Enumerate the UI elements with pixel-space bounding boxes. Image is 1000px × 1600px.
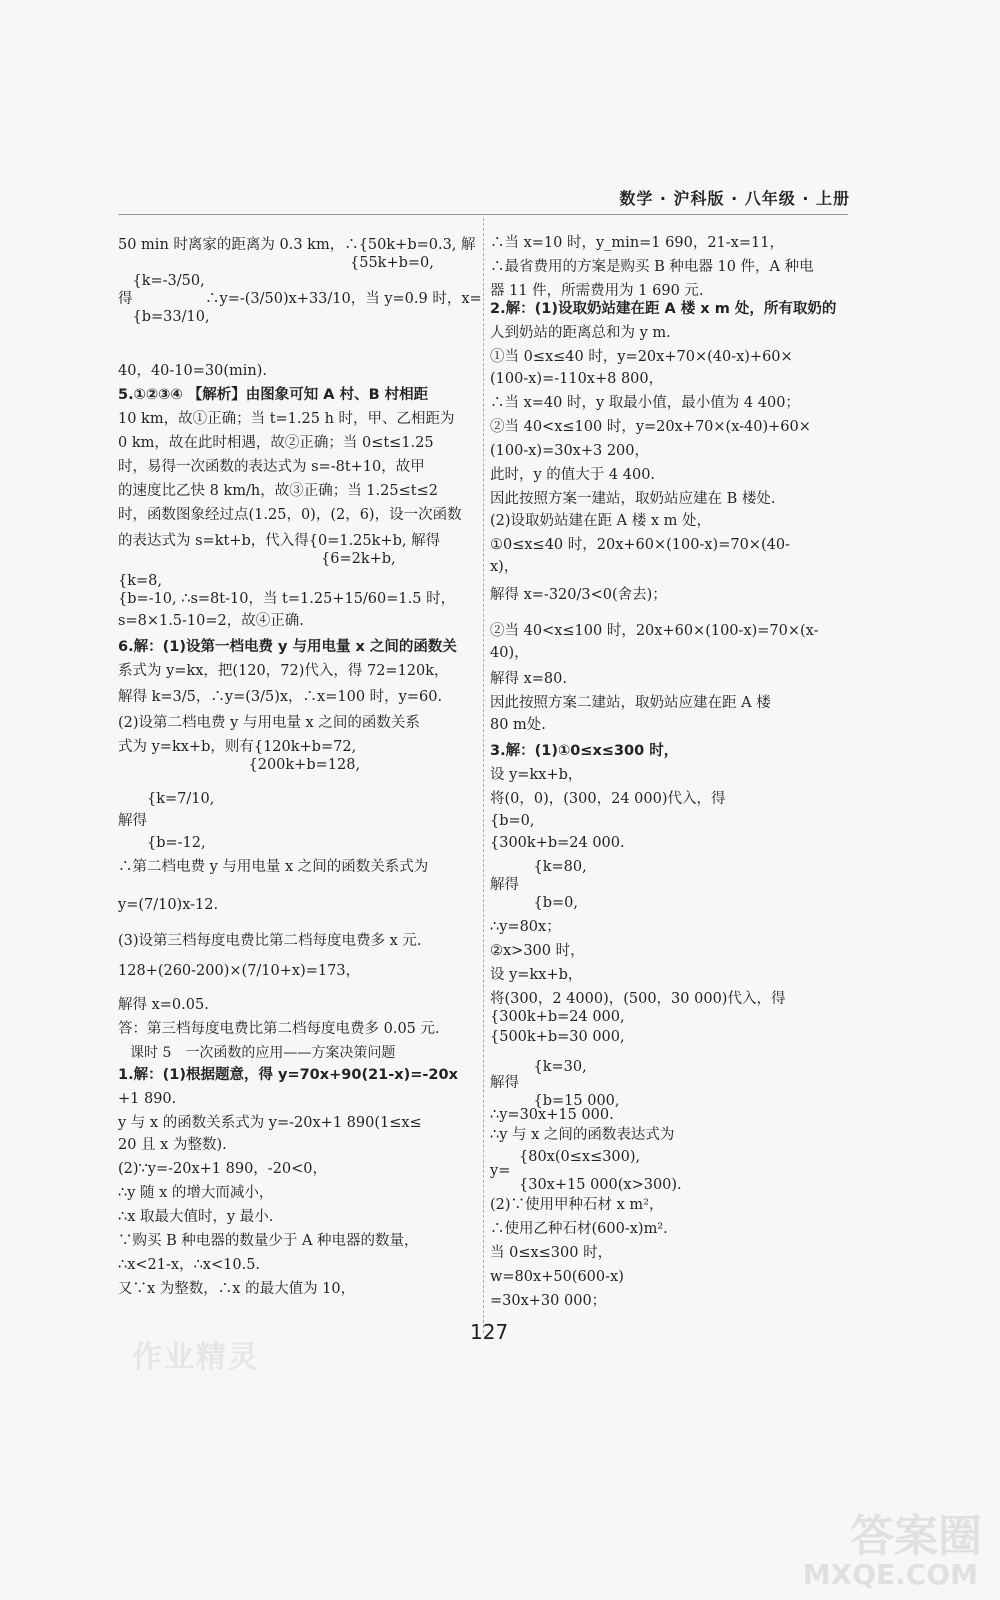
left-line: ∴第二档电费 y 与用电量 x 之间的函数关系式为 — [118, 859, 429, 875]
left-line: 课时 5 一次函数的应用——方案决策问题 — [130, 1045, 396, 1061]
right-line: 解得 x=80. — [490, 671, 567, 687]
right-line: x)， — [490, 559, 519, 575]
left-line: 40，40-10=30(min). — [118, 363, 268, 379]
left-line: 时，函数图象经过点(1.25，0)，(2，6)，设一次函数 — [118, 507, 462, 523]
right-line: (2)∵使用甲种石材 x m²， — [490, 1197, 664, 1213]
right-line: (100-x)=30x+3 200， — [490, 443, 650, 459]
right-line: {500k+b=30 000, — [490, 1029, 625, 1045]
right-line: 器 11 件，所需费用为 1 690 元. — [490, 283, 704, 299]
left-line: 128+(260-200)×(7/10+x)=173， — [118, 963, 361, 979]
right-line: 解得 x=-320/3<0(舍去)； — [490, 587, 667, 603]
right-line: 将(300，2 4000)，(500，30 000)代入，得 — [490, 991, 786, 1007]
right-line: ①0≤x≤40 时，20x+60×(100-x)=70×(40- — [490, 537, 790, 553]
right-line: {30x+15 000(x>300). — [490, 1177, 682, 1193]
left-line: (2)设第二档电费 y 与用电量 x 之间的函数关系 — [118, 715, 420, 731]
right-line: ∴最省费用的方案是购买 B 种电器 10 件，A 种电 — [490, 259, 814, 275]
right-line: =30x+30 000； — [490, 1293, 607, 1309]
left-line: 50 min 时离家的距离为 0.3 km，∴{50k+b=0.3, 解 — [118, 237, 476, 253]
left-line: 6.解：(1)设第一档电费 y 与用电量 x 之间的函数关 — [118, 639, 457, 655]
right-line: ∴当 x=10 时，y_min=1 690，21-x=11， — [490, 235, 784, 251]
right-line: 80 m处. — [490, 717, 546, 733]
right-line: ②x>300 时， — [490, 943, 585, 959]
watermark-url: MXQE.COM — [802, 1558, 978, 1591]
right-line: 因此按照方案二建站，取奶站应建在距 A 楼 — [490, 695, 771, 711]
left-line: 5.①②③④ 【解析】由图象可知 A 村、B 村相距 — [118, 387, 429, 403]
left-line: 的速度比乙快 8 km/h，故③正确；当 1.25≤t≤2 — [118, 483, 438, 499]
right-line: ①当 0≤x≤40 时，y=20x+70×(40-x)+60× — [490, 349, 793, 365]
right-line: {b=0, — [490, 813, 535, 829]
right-line: 设 y=kx+b， — [490, 967, 583, 983]
right-line: (2)设取奶站建在距 A 楼 x m 处， — [490, 513, 711, 529]
right-line: ∴y 与 x 之间的函数表达式为 — [490, 1127, 675, 1143]
right-line: ∴y=80x； — [490, 919, 561, 935]
right-line: y= — [490, 1163, 511, 1179]
left-line: 的表达式为 s=kt+b，代入得{0=1.25k+b, 解得 — [118, 533, 441, 549]
right-line: ②当 40<x≤100 时，y=20x+70×(x-40)+60× — [490, 419, 811, 435]
left-line: (2)∵y=-20x+1 890，-20<0， — [118, 1161, 328, 1177]
left-line: ∵购买 B 种电器的数量少于 A 种电器的数量， — [118, 1233, 419, 1249]
left-line: 式为 y=kx+b，则有{120k+b=72, — [118, 739, 357, 755]
right-line: {k=30, — [490, 1059, 587, 1075]
left-line: ∴y 随 x 的增大而减小， — [118, 1185, 274, 1201]
left-line: 10 km，故①正确；当 t=1.25 h 时，甲、乙相距为 — [118, 411, 455, 427]
left-line: {6=2k+b, — [118, 551, 396, 567]
left-line: +1 890. — [118, 1091, 177, 1107]
left-line: 20 且 x 为整数). — [118, 1137, 227, 1153]
left-line: 时，易得一次函数的表达式为 s=-8t+10，故甲 — [118, 459, 425, 475]
left-line: 1.解：(1)根据题意，得 y=70x+90(21-x)=-20x — [118, 1067, 458, 1083]
watermark-right: 答案圈 — [850, 1511, 982, 1562]
watermark-left: 作业精灵 — [132, 1340, 260, 1375]
left-line: 解得 — [118, 813, 147, 829]
right-line: {b=0, — [490, 895, 578, 911]
left-line: {b=-10, ∴s=8t-10，当 t=1.25+15/60=1.5 时， — [118, 591, 456, 607]
left-line: 得 ∴y=-(3/50)x+33/10，当 y=0.9 时，x= — [118, 291, 482, 307]
left-line: 解得 k=3/5，∴y=(3/5)x，∴x=100 时，y=60. — [118, 689, 443, 705]
page-header: 数学 · 沪科版 · 八年级 · 上册 — [619, 189, 850, 208]
right-line: {k=80, — [490, 859, 587, 875]
right-line: {80x(0≤x≤300), — [490, 1149, 641, 1165]
right-line: {300k+b=24 000. — [490, 835, 625, 851]
left-line: ∴x<21-x，∴x<10.5. — [118, 1257, 261, 1273]
left-line: 系式为 y=kx，把(120，72)代入，得 72=120k， — [118, 663, 449, 679]
left-line: {55k+b=0, — [118, 255, 434, 271]
right-line: ②当 40<x≤100 时，20x+60×(100-x)=70×(x- — [490, 623, 819, 639]
left-line: 答：第三档每度电费比第二档每度电费多 0.05 元. — [118, 1021, 440, 1037]
left-line: y=(7/10)x-12. — [118, 897, 219, 913]
right-line: (100-x)=-110x+8 800， — [490, 371, 664, 387]
left-line: ∴x 取最大值时，y 最小. — [118, 1209, 274, 1225]
right-line: {300k+b=24 000, — [490, 1009, 625, 1025]
right-line: {b=15 000, — [490, 1093, 620, 1109]
left-line: {b=-12, — [118, 835, 206, 851]
left-line: y 与 x 的函数关系式为 y=-20x+1 890(1≤x≤ — [118, 1115, 422, 1131]
right-line: w=80x+50(600-x) — [490, 1269, 624, 1285]
right-line: 因此按照方案一建站，取奶站应建在 B 楼处. — [490, 491, 776, 507]
left-line: {k=-3/50, — [118, 273, 205, 289]
left-line: s=8×1.5-10=2，故④正确. — [118, 613, 304, 629]
left-line: {200k+b=128, — [118, 757, 361, 773]
right-line: 人到奶站的距离总和为 y m. — [490, 325, 671, 341]
right-line: 3.解：(1)①0≤x≤300 时， — [490, 743, 679, 759]
right-line: 设 y=kx+b， — [490, 767, 583, 783]
left-line: 0 km，故在此时相遇，故②正确；当 0≤t≤1.25 — [118, 435, 434, 451]
left-line: 又∵x 为整数，∴x 的最大值为 10， — [118, 1281, 356, 1297]
right-line: 当 0≤x≤300 时， — [490, 1245, 613, 1261]
header-divider — [118, 214, 848, 215]
right-line: 解得 — [490, 1075, 519, 1091]
left-line: {k=8, — [118, 573, 162, 589]
left-line: {k=7/10, — [118, 791, 215, 807]
left-line: (3)设第三档每度电费比第二档每度电费多 x 元. — [118, 933, 422, 949]
column-divider — [483, 218, 484, 1333]
right-line: 40)， — [490, 645, 529, 661]
right-line: ∴使用乙种石材(600-x)m². — [490, 1221, 668, 1237]
right-line: 解得 — [490, 877, 519, 893]
right-line: 将(0，0)，(300，24 000)代入，得 — [490, 791, 726, 807]
right-line: ∴当 x=40 时，y 取最小值，最小值为 4 400； — [490, 395, 800, 411]
left-line: {b=33/10, — [118, 309, 210, 325]
right-line: 此时，y 的值大于 4 400. — [490, 467, 656, 483]
page-number: 127 — [470, 1320, 509, 1344]
left-line: 解得 x=0.05. — [118, 997, 209, 1013]
right-line: 2.解：(1)设取奶站建在距 A 楼 x m 处，所有取奶的 — [490, 301, 837, 317]
right-line: ∴y=30x+15 000. — [490, 1107, 614, 1123]
